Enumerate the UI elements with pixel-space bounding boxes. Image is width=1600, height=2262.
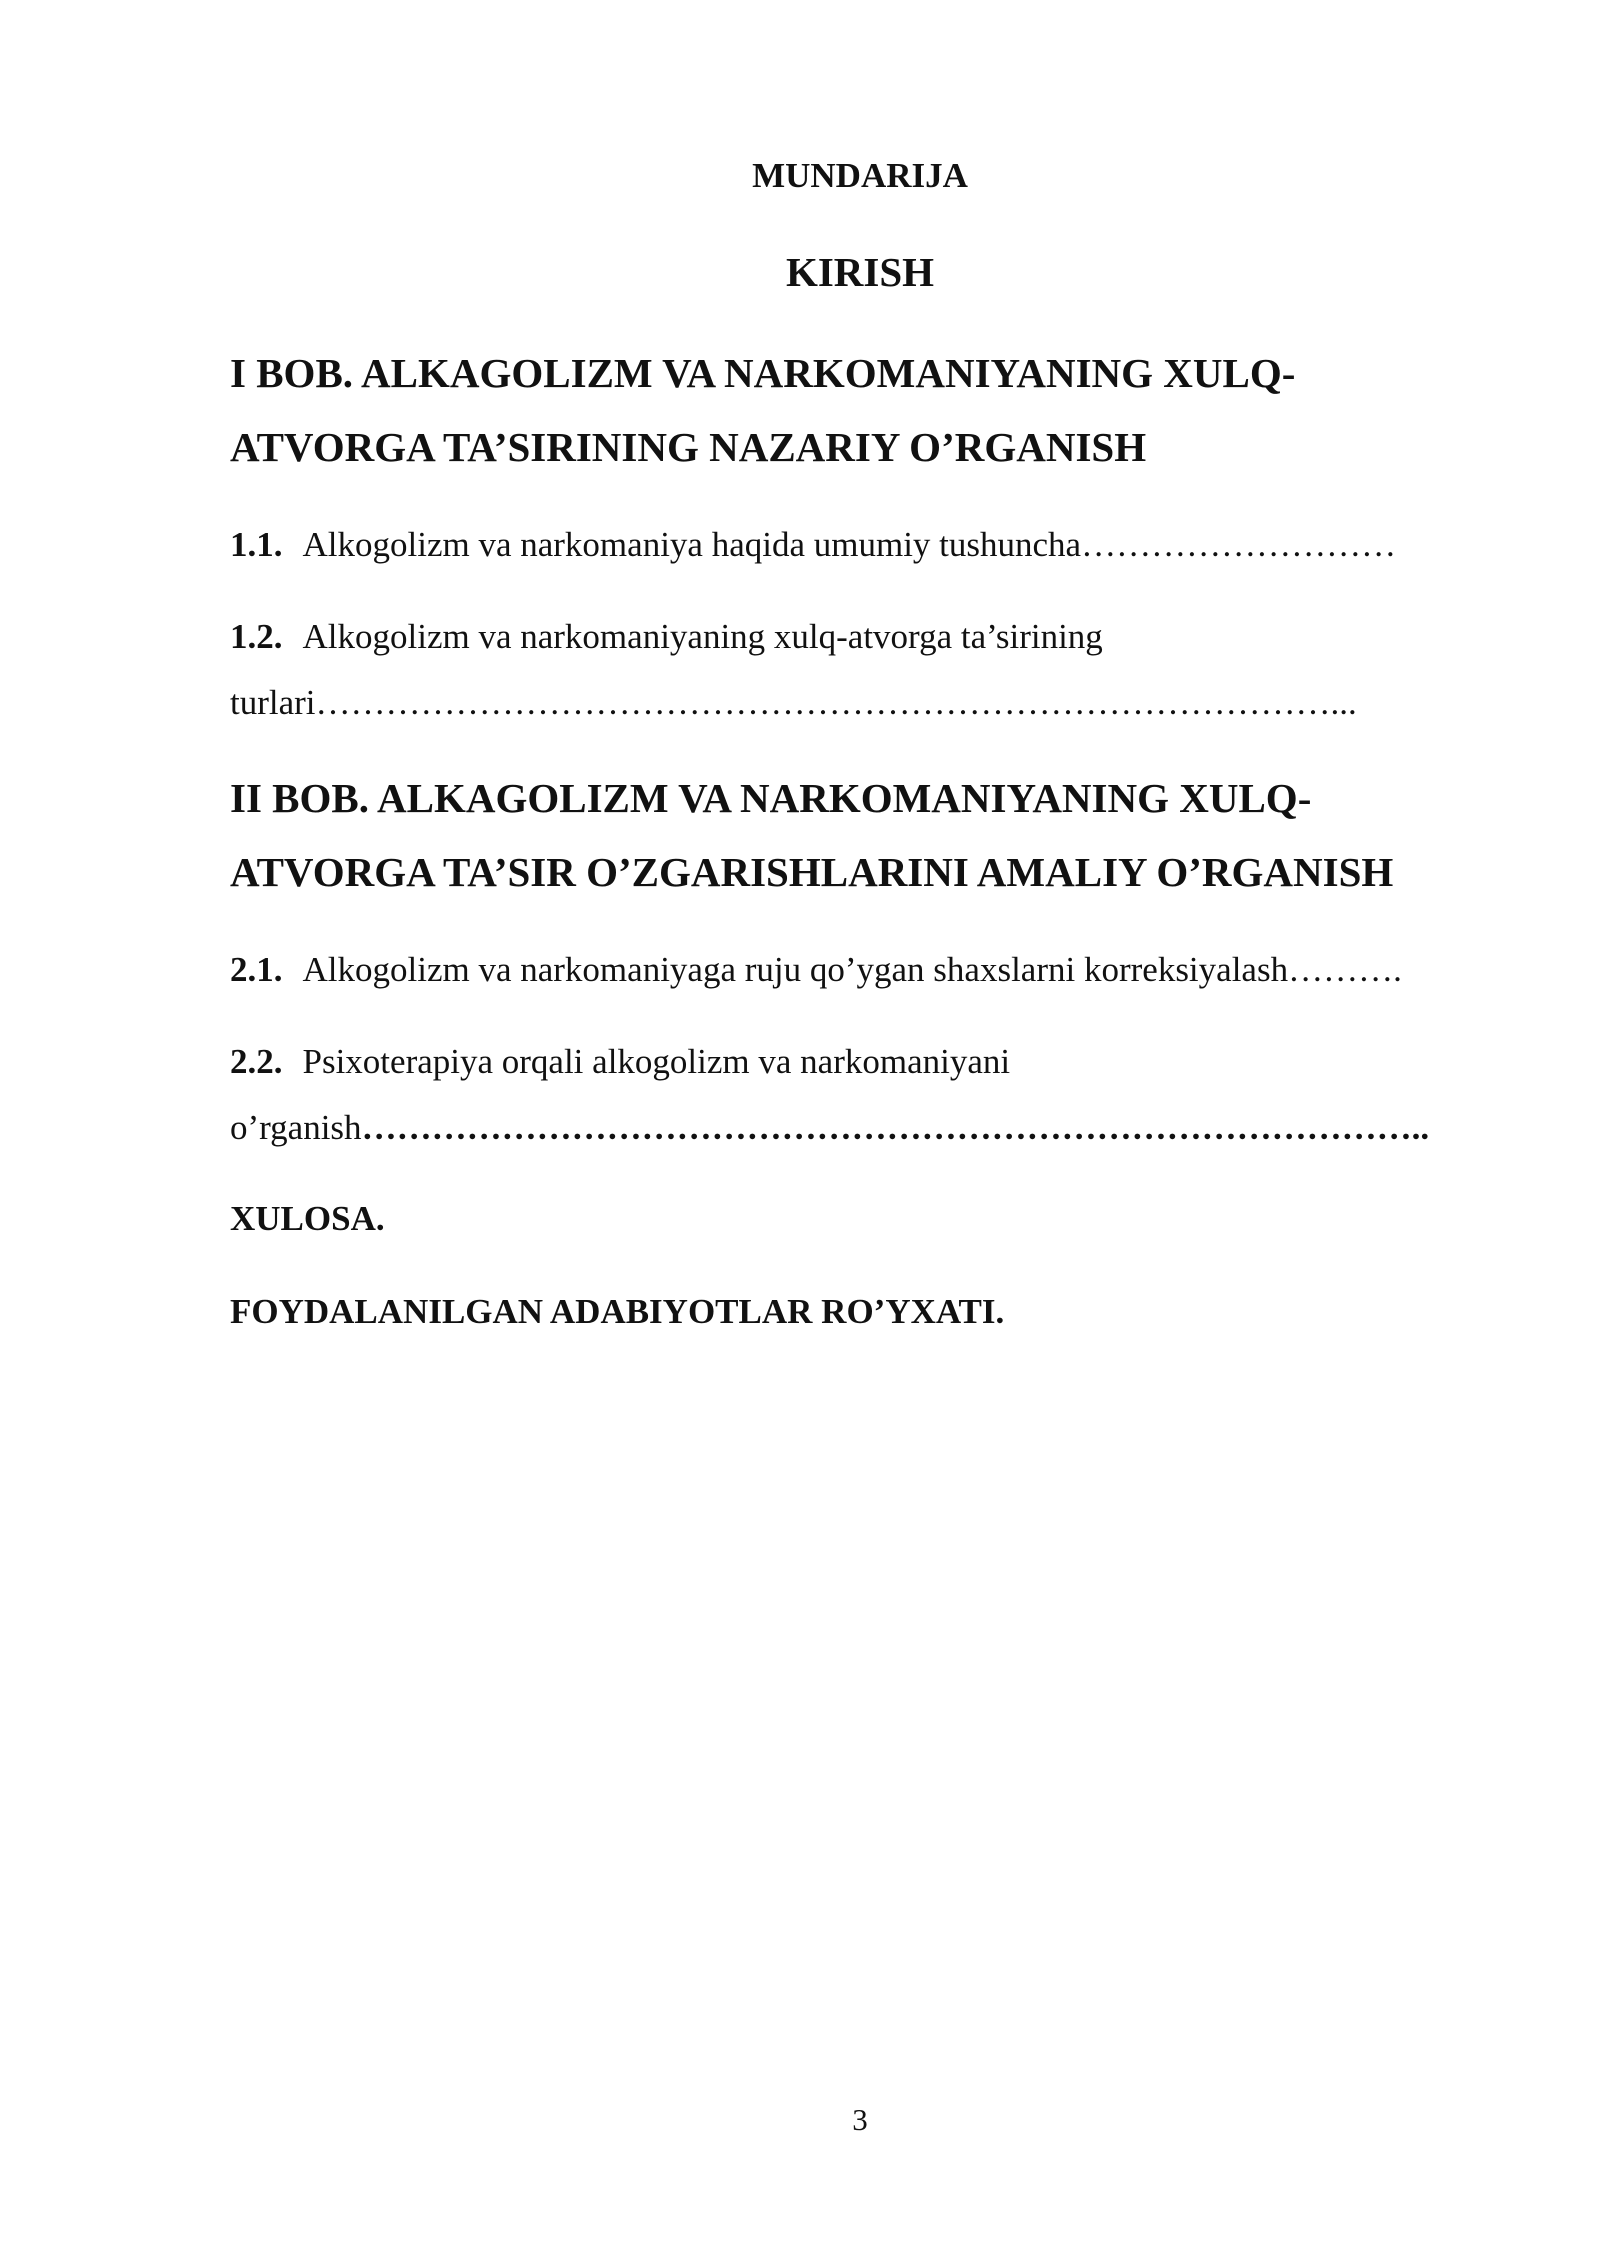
chapter-2-heading-line-2: ATVORGA TA’SIR O’ZGARISHLARINI AMALIY O’RGANISH: [230, 849, 1394, 895]
chapter-1-heading-line-2: ATVORGA TA’SIRINING NAZARIY O’RGANISH: [230, 424, 1147, 470]
leader-dots: ……….: [1288, 950, 1402, 989]
intro-heading: KIRISH: [785, 249, 935, 295]
section-title: Psixoterapiya orqali alkogolizm va narkomaniyani: [302, 1042, 1011, 1081]
conclusion-heading: XULOSA.: [230, 1199, 385, 1238]
section-number: 1.1.: [230, 525, 283, 564]
chapter-2-heading: [230, 761, 1530, 909]
toc-entry-2-2: [230, 1029, 1530, 1161]
leader-dots: ……………………………………………………………………………...: [315, 683, 1357, 722]
table-of-contents-title: MUNDARIJA: [752, 156, 968, 195]
section-title-continuation: o’rganish: [230, 1108, 362, 1147]
section-title: Alkogolizm va narkomaniyaga ruju qo’ygan shaxslarni korreksiyalash: [302, 950, 1289, 989]
section-number: 1.2.: [230, 617, 283, 656]
section-number: 2.1.: [230, 950, 283, 989]
references-heading: FOYDALANILGAN ADABIYOTLAR RO’YXATI.: [230, 1292, 1005, 1331]
leader-dots: ………………………: [1081, 525, 1397, 564]
toc-entry-1-2: [230, 604, 1530, 736]
section-title-continuation: turlari: [230, 683, 316, 722]
chapter-1-heading: [230, 336, 1530, 484]
chapter-2-heading-line-1: II BOB. ALKAGOLIZM VA NARKOMANIYANING XULQ-: [230, 775, 1312, 821]
page-number: 3: [852, 2102, 868, 2137]
section-title: Alkogolizm va narkomaniyaning xulq-atvorga ta’sirining: [302, 617, 1103, 656]
chapter-1-heading-line-1: I BOB. ALKAGOLIZM VA NARKOMANIYANING XULQ-: [230, 350, 1296, 396]
toc-entry-2-1: [230, 937, 1530, 1003]
toc-entry-1-1: [230, 512, 1530, 578]
leader-dots: ………………………………………………………………………………..: [361, 1108, 1430, 1147]
section-title: Alkogolizm va narkomaniya haqida umumiy tushuncha: [302, 525, 1082, 564]
section-number: 2.2.: [230, 1042, 283, 1081]
